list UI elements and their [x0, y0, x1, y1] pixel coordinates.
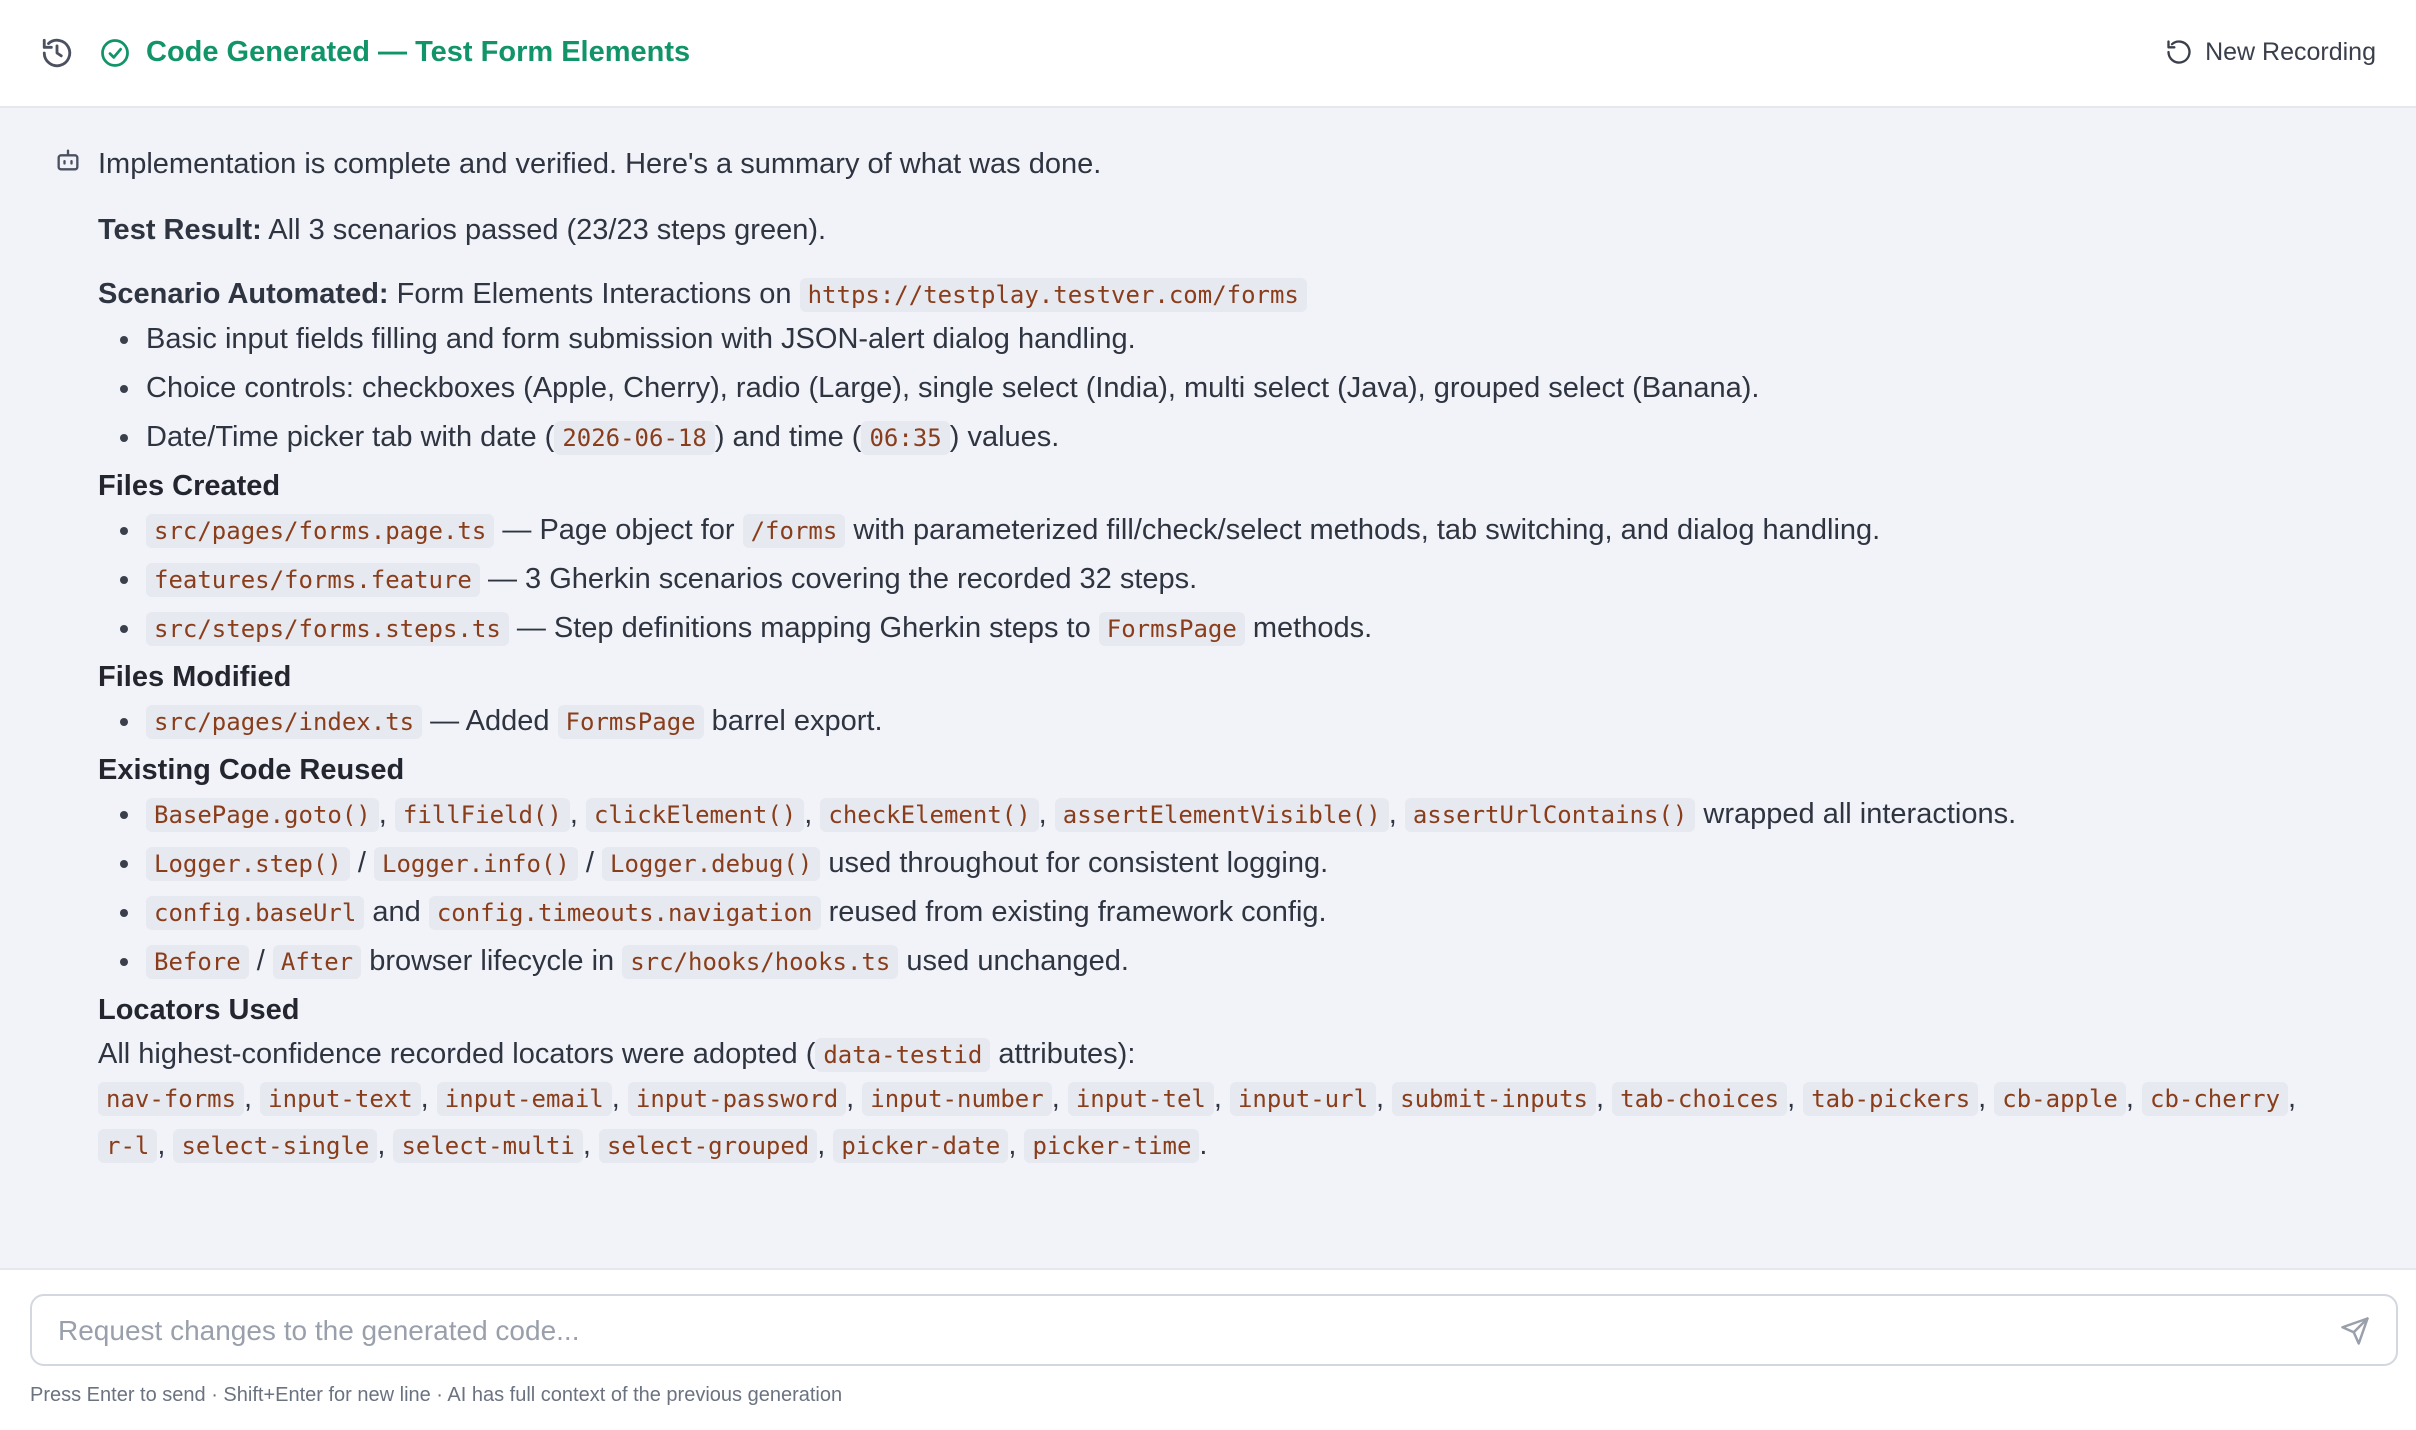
method-name: BasePage.goto() [146, 798, 379, 832]
text: with parameterized fill/check/select methods, tab switching, and dialog handling. [853, 514, 1881, 546]
text: barrel export. [711, 705, 883, 737]
config-key: config.timeouts.navigation [429, 896, 821, 930]
input-hint: Press Enter to send · Shift+Enter for new line · AI has full context of the previous generation [30, 1384, 843, 1406]
refresh-icon [2165, 38, 2193, 66]
message-intro: Implementation is complete and verified. Here's a summary of what was done. [98, 148, 1102, 180]
locator-id: cb-cherry [2142, 1082, 2288, 1116]
check-circle-icon [100, 38, 130, 68]
locators-heading: Locators Used [98, 994, 300, 1026]
test-result [98, 210, 2378, 250]
method-name: assertUrlContains() [1405, 798, 1696, 832]
attribute-name: data-testid [815, 1038, 990, 1072]
method-name: fillField() [395, 798, 570, 832]
files-created-list [98, 510, 2378, 657]
text: — 3 Gherkin scenarios covering the recorded 32 steps. [487, 563, 1198, 595]
reused-heading: Existing Code Reused [98, 754, 405, 786]
list-item [146, 892, 2378, 941]
text: and [372, 896, 421, 928]
request-input-box[interactable] [30, 1294, 2398, 1366]
assistant-message [98, 144, 2378, 1169]
text: used unchanged. [906, 945, 1129, 977]
list-item: Basic input fields filling and form submission with JSON-alert dialog handling. [146, 319, 2378, 368]
request-input[interactable] [56, 1296, 2320, 1366]
test-result-text: All 3 scenarios passed (23/23 steps green). [268, 214, 827, 246]
locator-id: tab-choices [1612, 1082, 1787, 1116]
list-item [146, 608, 2378, 657]
file-path: src/pages/index.ts [146, 705, 422, 739]
text: browser lifecycle in [369, 945, 615, 977]
text: ) and time ( [714, 421, 862, 453]
locator-id: r-l [98, 1129, 157, 1163]
date-value: 2026-06-18 [554, 421, 715, 455]
list-item: Before / After browser lifecycle in src/hooks/hooks.ts used unchanged. [146, 941, 2378, 990]
class-name: FormsPage [1099, 612, 1245, 646]
locator-id: tab-pickers [1803, 1082, 1978, 1116]
text: methods. [1252, 612, 1373, 644]
text: ) values. [949, 421, 1060, 453]
list-item: Logger.step() / Logger.info() / Logger.debug() used throughout for consistent logging. [146, 843, 2378, 892]
file-path: src/hooks/hooks.ts [622, 945, 898, 979]
file-path: features/forms.feature [146, 563, 480, 597]
locator-id: input-url [1230, 1082, 1376, 1116]
locator-id: select-grouped [599, 1129, 817, 1163]
files-modified-list [98, 701, 2378, 750]
locators-intro [98, 1034, 2378, 1075]
locator-id: select-multi [393, 1129, 582, 1163]
scenario-line [98, 274, 2378, 315]
class-name: FormsPage [558, 705, 704, 739]
hook-name: After [273, 945, 361, 979]
method-name: checkElement() [820, 798, 1038, 832]
test-result-label: Test Result: [98, 214, 262, 246]
hook-name: Before [146, 945, 249, 979]
time-value: 06:35 [861, 421, 949, 455]
locator-id: input-number [862, 1082, 1051, 1116]
text: reused from existing framework config. [828, 896, 1327, 928]
locator-id: input-email [437, 1082, 612, 1116]
list-item [146, 559, 2378, 608]
locator-id: cb-apple [1994, 1082, 2126, 1116]
page-title: Code Generated — Test Form Elements [146, 36, 691, 68]
list-item [146, 701, 2378, 750]
text: All highest-confidence recorded locators were adopted ( [98, 1038, 816, 1070]
method-name: Logger.debug() [602, 847, 820, 881]
files-created-heading: Files Created [98, 470, 281, 502]
locator-list: nav-forms , input-text , input-email , input-password , input-number , input-tel , input-url , submit-inputs , tab-choices , tab-pickers , cb-apple , cb-cherry , r-l , select-single , select-multi , select-grouped , picker-date , picker-time . [98, 1075, 2338, 1169]
chat-content [0, 108, 2416, 1268]
new-recording-button[interactable] [2165, 30, 2376, 74]
route-path: /forms [743, 514, 846, 548]
scenario-text: Form Elements Interactions on [396, 278, 792, 310]
method-name: assertElementVisible() [1055, 798, 1389, 832]
method-name: Logger.info() [374, 847, 578, 881]
history-icon[interactable] [40, 36, 74, 70]
text: — Added [430, 705, 550, 737]
locator-id: select-single [173, 1129, 377, 1163]
text: — Step definitions mapping Gherkin steps to [516, 612, 1091, 644]
locator-id: submit-inputs [1392, 1082, 1596, 1116]
reused-list [98, 794, 2378, 990]
text: — Page object for [502, 514, 735, 546]
list-item: Choice controls: checkboxes (Apple, Cherry), radio (Large), single select (India), multi select (Java), grouped select (Banana). [146, 368, 2378, 417]
file-path: src/steps/forms.steps.ts [146, 612, 509, 646]
config-key: config.baseUrl [146, 896, 364, 930]
list-item [146, 510, 2378, 559]
locator-id: input-password [628, 1082, 846, 1116]
scenario-label: Scenario Automated: [98, 278, 389, 310]
text: attributes): [998, 1038, 1136, 1070]
locator-id: picker-time [1024, 1129, 1199, 1163]
locator-id: nav-forms [98, 1082, 244, 1116]
bot-icon [54, 146, 82, 174]
method-name: Logger.step() [146, 847, 350, 881]
locator-id: input-tel [1068, 1082, 1214, 1116]
new-recording-label: New Recording [2205, 37, 2376, 66]
scenario-list [98, 319, 2378, 466]
locator-id: picker-date [833, 1129, 1008, 1163]
text: Date/Time picker tab with date ( [146, 421, 555, 453]
locator-id: input-text [260, 1082, 421, 1116]
header-bar [0, 0, 2416, 108]
method-name: clickElement() [586, 798, 804, 832]
composer [0, 1268, 2416, 1430]
text: used throughout for consistent logging. [828, 847, 1329, 879]
files-modified-heading: Files Modified [98, 661, 292, 693]
list-item: BasePage.goto() , fillField() , clickElement() , checkElement() , assertElementVisible() , assertUrlContains() wrapped all interactions. [146, 794, 2378, 843]
file-path: src/pages/forms.page.ts [146, 514, 494, 548]
text: wrapped all interactions. [1703, 798, 2017, 830]
scenario-url: https://testplay.testver.com/forms [800, 278, 1307, 312]
list-item [146, 417, 2378, 466]
send-icon[interactable] [2340, 1316, 2370, 1346]
